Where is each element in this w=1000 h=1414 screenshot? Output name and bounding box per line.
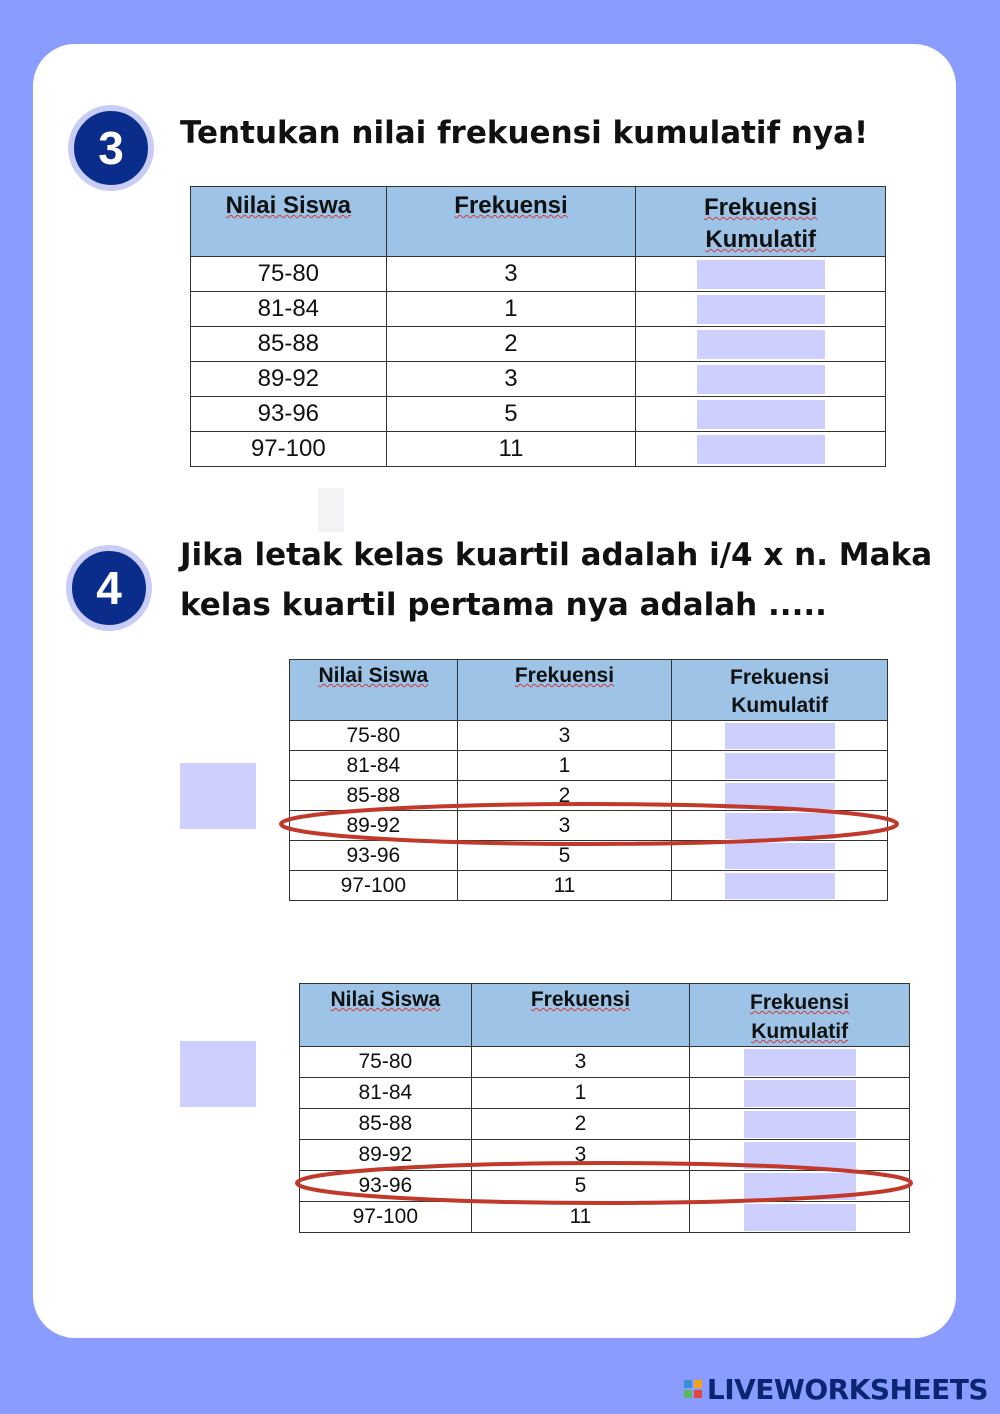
answer-input[interactable] <box>697 330 825 359</box>
table-row <box>191 432 886 467</box>
table-row <box>290 871 888 901</box>
table-row <box>191 397 886 432</box>
header-frekuensi: Frekuensi <box>457 660 672 721</box>
cell-kumulatif <box>690 1078 910 1109</box>
cell-kumulatif <box>672 751 888 781</box>
table-row <box>300 1078 910 1109</box>
cell-nilai: 97-100 <box>290 871 458 901</box>
question-4-line-1: Jika letak kelas kuartil adalah i/4 x n. Maka <box>180 537 933 573</box>
table-header-row <box>290 660 888 721</box>
cell-frekuensi: 3 <box>457 721 672 751</box>
cell-nilai: 97-100 <box>191 432 387 467</box>
cell-frekuensi: 3 <box>386 362 636 397</box>
header-nilai-siswa: Nilai Siswa <box>300 984 472 1047</box>
cell-kumulatif <box>636 292 886 327</box>
question-4-number: 4 <box>96 562 122 614</box>
kumulatif-box <box>725 873 835 899</box>
answer-input[interactable] <box>697 295 825 324</box>
kumulatif-box <box>725 753 835 779</box>
cell-kumulatif <box>636 432 886 467</box>
cell-nilai: 89-92 <box>300 1140 472 1171</box>
cell-frekuensi: 2 <box>386 327 636 362</box>
cell-nilai: 97-100 <box>300 1202 472 1233</box>
cell-kumulatif <box>672 721 888 751</box>
option-a-checkbox[interactable] <box>180 763 256 829</box>
cell-nilai: 85-88 <box>300 1109 472 1140</box>
option-b-checkbox[interactable] <box>180 1041 256 1107</box>
table-row <box>191 362 886 397</box>
header-nilai-siswa: Nilai Siswa <box>290 660 458 721</box>
cell-nilai: 85-88 <box>290 781 458 811</box>
cell-nilai: 93-96 <box>191 397 387 432</box>
cell-nilai: 75-80 <box>300 1047 472 1078</box>
liveworksheets-logo <box>684 1372 988 1406</box>
answer-input[interactable] <box>697 260 825 289</box>
cell-frekuensi: 5 <box>457 841 672 871</box>
cell-frekuensi: 3 <box>457 811 672 841</box>
header-nilai-siswa: Nilai Siswa <box>191 187 387 257</box>
question-4-badge <box>66 545 152 631</box>
question-3-text: Tentukan nilai frekuensi kumulatif nya! <box>180 115 869 151</box>
answer-input[interactable] <box>697 435 825 464</box>
highlight-ellipse-93-96 <box>294 1160 918 1208</box>
cell-frekuensi: 1 <box>457 751 672 781</box>
cell-frekuensi: 1 <box>471 1078 690 1109</box>
cell-nilai: 75-80 <box>290 721 458 751</box>
table-row <box>290 721 888 751</box>
header-frekuensi-kumulatif: Frekuensi Kumulatif <box>672 660 888 721</box>
cell-nilai: 89-92 <box>290 811 458 841</box>
cell-kumulatif <box>636 327 886 362</box>
question-4-line-2: kelas kuartil pertama nya adalah ..... <box>180 587 827 623</box>
table-row <box>290 751 888 781</box>
cell-nilai: 93-96 <box>290 841 458 871</box>
cell-frekuensi: 11 <box>457 871 672 901</box>
header-frekuensi: Frekuensi <box>386 187 636 257</box>
cell-nilai: 81-84 <box>290 751 458 781</box>
cell-nilai: 81-84 <box>191 292 387 327</box>
header-frekuensi-kumulatif: Frekuensi Kumulatif <box>636 187 886 257</box>
kumulatif-box <box>744 1080 856 1107</box>
question-3-number: 3 <box>98 122 124 174</box>
question-4-text <box>180 530 932 630</box>
faint-mark <box>318 488 344 532</box>
table-header-row <box>191 187 886 257</box>
table-row <box>191 327 886 362</box>
header-frekuensi-kumulatif: Frekuensi Kumulatif <box>690 984 910 1047</box>
table-row <box>191 257 886 292</box>
header-frekuensi: Frekuensi <box>471 984 690 1047</box>
cell-kumulatif <box>690 1047 910 1078</box>
cell-nilai: 81-84 <box>300 1078 472 1109</box>
cell-nilai: 93-96 <box>300 1171 472 1202</box>
kumulatif-box <box>725 723 835 749</box>
question-3-badge <box>68 105 154 191</box>
cell-nilai: 75-80 <box>191 257 387 292</box>
cell-frekuensi: 2 <box>471 1109 690 1140</box>
table-row <box>300 1047 910 1078</box>
cell-kumulatif <box>672 871 888 901</box>
liveworksheets-brand: LIVEWORKSHEETS <box>706 1372 988 1406</box>
cell-frekuensi: 11 <box>386 432 636 467</box>
table-header-row <box>300 984 910 1047</box>
cell-frekuensi: 5 <box>471 1171 690 1202</box>
liveworksheets-logo-icon <box>684 1380 702 1398</box>
frequency-table-1 <box>190 186 886 467</box>
frequency-table-2 <box>289 659 888 901</box>
cell-frekuensi: 3 <box>471 1047 690 1078</box>
cell-frekuensi: 1 <box>386 292 636 327</box>
cell-kumulatif <box>636 362 886 397</box>
highlight-ellipse-89-92 <box>278 800 903 848</box>
cell-kumulatif <box>636 257 886 292</box>
cell-frekuensi: 11 <box>471 1202 690 1233</box>
kumulatif-box <box>744 1049 856 1076</box>
cell-frekuensi: 5 <box>386 397 636 432</box>
cell-nilai: 89-92 <box>191 362 387 397</box>
answer-input[interactable] <box>697 400 825 429</box>
table-row <box>300 1109 910 1140</box>
cell-kumulatif <box>636 397 886 432</box>
cell-nilai: 85-88 <box>191 327 387 362</box>
cell-frekuensi: 3 <box>471 1140 690 1171</box>
table-row <box>191 292 886 327</box>
kumulatif-box <box>744 1111 856 1138</box>
cell-frekuensi: 3 <box>386 257 636 292</box>
answer-input[interactable] <box>697 365 825 394</box>
cell-kumulatif <box>690 1109 910 1140</box>
cell-frekuensi: 2 <box>457 781 672 811</box>
